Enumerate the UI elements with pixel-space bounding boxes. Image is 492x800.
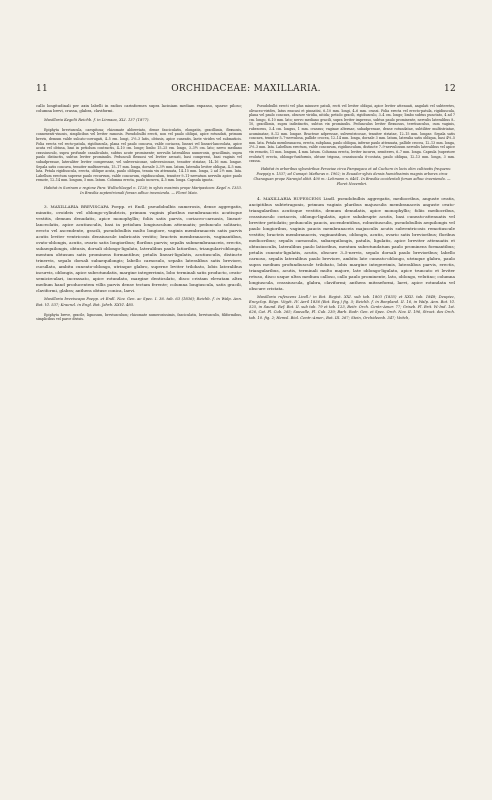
page-number-left: 11 <box>36 84 49 94</box>
page-number-right: 12 <box>443 84 456 94</box>
species-breviscapa-diagnosis: 3. MAXILLARIA BREVISCAPA Poepp. et Endl. pseudobulbis numerosis, dense aggregatis, minutis, ovoideis vel oblongo-cylindricis, primum vaginis pluribus membranaceis acutisque vestitis, demum denudatis, apice monophyllis; foliis satis parvis, coriaceo-carnosis, lineari-lanceolatis, apice acutiusculis, basi in petiolum longiusculum attenuatis; pedunculo solitario, erecto vel ascendente, gracili, pseudobulbis multo longiore, vaginis membranaceis satis parvis acutis leviter ventricosis densiuscule imbricatis vestito; bracteis membranaceis, vaginantibus, ovato-oblongis, acutis, ovario satis longioribus; floribus parvis; sepalis submembranaceis, erectis, subaequilongis, obtusis, dorsali oblongo-ligulato, lateralibus paulo latioribus, triangulari-oblongis, mentum obtusum satis prominens formantibus; petalis lineari-ligulatis, acutiusculis, distincte trinervis, sepalo dorsali subaequilongis; labello carnosulo, sepalis lateralibus satis breviore, cucullato, ambitu cuneato-oblongo, utrinque glabro, superne leviter trilobato, lobis lateralibus incurvis, oblongis, apice subrotundatis, margine integerrimis, lobo terminali satis producto, ovato-semicirculari, incrassato, apice rotundato, margine denticulato, disco cristam elevatam altra medium hand producentem villis parvis dense tectam ferente; columna longiuscula, satis gracili, claviformi, glabra; anthera obtuse conica, laevi. <box>36 204 242 294</box>
habitat-breviscapa: Habitat in arboribus sylvestribus Peruviae circa Pampayaco et ad Cuchero in locis olim cultivatis frequens: Poeppig n. 1537; ad Cumapi: Mathews n. 1902; in Ecuador sylvis densis humidissimis magnis arbores circa Chanaguan prope Naranjal alitit. 400 m.: Lehmann n. 6461. In Brasilia occidentali forsan adhuc invenienda. — Floret Novembri. <box>253 166 452 187</box>
running-title: ORCHIDACEAE: MAXILLARIA. <box>171 84 321 94</box>
right-column <box>249 104 455 744</box>
left-column <box>36 104 242 744</box>
description-breviscapa-cont: Pseudobulbi erecti vel plus minusve patuli, recti vel leviter obliqui, apice leviter attenuati, angulati vel subteretes, olivaceo-virides, latus enscasi et pinnatisi, 6–10 mm. longi, 4–6 mm. crassi. Folia erecta vel erecto-patula, rigidiuscula, plana vel paulo concava, obscure viridia, nitida; petiolo gracili, rigidiusculo, 3–4 cm. longo; limbo subtus punctato, 4 ad 7 cm. longo, 6–10 mm. lato; nervo mediano gracili, supra leviter impresso, subtus paulo prominente, nervulis lateralibus 8–10, gracillimis, supra indistinctis, subtus vix prominulis. Pedunculus leviter flexuosus, teretiusculus, cum vaginis, rubescens, 3–4 cm. longus, 1 mm. crassus; vaginae alternae, subadpressae, dense rotundatae, subtiliter multistriatae, acuminatae, 8–12 mm. longae. Bracteae adpressae, subventricosae, tenuiter striatae, 12–15 mm. longae. Sepala satis concava, tenuiter 5–7-nervulosa, pallide crocea, 12–14 mm. longa, dorsale 3 mm. latum, lateralia satis obliqua, basi 4½–5 mm. lata. Petala membranacea, erecta, subplana, paulo obliqua, inferne paulo attenuata, pallide crocea, 12–13 mm. longa, 2½–3 mm. lata. Labellum erectum, valde concavum, rigidiusculum, distincte 7–9-nervulosum nervulis lateralibus vel apice vix remotis, 11 mm. longum, 4 mm. latum. Columna erecta, leviter incurva, semiteres, 6–7 mm. longa. Capsula (superiore evoluta?) erecta, oblongo-fusiformis, obtuse trigona, crassiuscula 6-costata, paulo obliqua, 12–13 mm. longa, 3 mm. crassa. <box>249 104 455 164</box>
description-kegelii: Epiphyta breviuscula, caespitosa; rhizomate abbreviato, dense fasciculatis, elongatis, gracillimis, flexuosis, connexenti-vinosis, simplicibus vel leviter ramosis. Pseudobulbi erecti, non vel paulo obliqui, apice rotundati, primum brevis, demum valde sulcato-corrugati, 4–5 em. longi, 2½–3 latis, obtusis, apice cuneatis, laete virides vel submuticis. Folia erecta vel recto-patula, rigidiuscula, plana vel paulo concava, valde coriacea, lineari vel lineari-lanceolata, apice acuta vel obtusa, basi in petiolum contractis, 4–10 cm. longe; limbo 15–25 em. longo, 3–3½ cm. lato; nervo mediano crassiusculo, supra profunde canaliculato, subtus acute prominente; nervulis lateralibus numerosis, gracillimis, supra paulo distinctis, subtus leviter prominulis. Pedunculi flexuosi vel leviter arcuati, basi compressi, basi vaginis vel subadpressae, lateraliter leviter compressae, vel subvernicosae, subvernicosae, tenuiter striatae, 14–16 mm. longae. Sepala satis concava, tenuiter multinervata, 15–17 mm. longa, dorsale 3–3½ mm. latum, lateralia leviter obliqua, 4–5 mm. lata. Petala rigidiuscula, erecta, oblique acuta, paulo obliqua, tenuia vix attenuata, 14–15 mm. longa, 2 ad 2½ mm. lata. Labellum erectum superne paulo recurvum, valde concavum, rigidiusculum, tenuiter 9–11-nervatum nervulis apice paulo remote, 12–14 mm. longum, 5 mm. latum. Columna erecta, paulo incurva, 4–5 mm. longa. Capsula ignota. <box>36 127 242 183</box>
citation-rufescens: Maxillaria rufescens Lindl.! in Bot. Regist. XXI. sub tab. 1803 (1835) et XXII. tab. 1848; Deupiez, Encyclop. Régn. Végét. IV. Avril 1836 (Bot. Reg.) fig. 5; Reichb. f. in Bonpland. II. 16, in Walp. Ann. Bot. VI. 525, in Saund. Ref. Bot. II. sub tab. 79 et tab. 123, Beitr. Orch. Centr.-Amer. 77; Griseb. Fl. Brit. W.-Ind. 1st. 626, Cat. Pl. Cub. 265; Sauvalle, Fl. Cub. 230; Barb. Rodr. Gen. et Spec. Orch. Nov. II. 196, Struct. des Orch. tab. 10. fig. 2; Hemsl. Biol. Centr.-Amer., Bot. III. 267; Stein, Orchideenb. 347; Veitch, <box>249 294 455 320</box>
continued-paragraph: callo longitudinali per axin labelli in radios carinformes supra laciniam mediam expanso, sparse piloso; columna brevi, crassa, glabra, claviformi. <box>36 104 242 114</box>
running-header <box>36 84 456 98</box>
citation-kegelii: Maxillaria Kegelii Reichb. f. in Linnaea, XLI. 137 (1877). <box>44 117 150 122</box>
species-rufescens-diagnosis: 4. MAXILLARIA RUFESCENS Lindl. pseudobulbis aggregatis, mediocribus, anguste ovatis, ancipitibus subtetragonis, primum vaginis pluribus majusculis membranaceis anguste ovato-triangularibus acutisque vestitis, demum denudatis, apice monophyllis; foliis mediocribus, crassiusculo coriaceis, oblongo-ligulatis, apice subabrupte acutis, basi cuneato-attenuatis vel breviter petiolatis; pedunculis paucis, ascendentibus, robustiusculis, pseudobulbis aequilongis vel paulo longioribus, vaginis paucis membranaceis majusculis acutis subventricosis remotiuscule vestitis; bracteis membranaceis, vaginantibus, oblongis, acutis, ovario satis brevioribus; floribus mediocribus; sepalis carnosulis, subaequilongis, patulis, ligulatis, apice breviter attenuatis et obtusiusculis, lateralibus paulo latioribus, mentum subrotundatum paulo prominens formantibus; petalis cuneato-ligulatis, acutis, obscure 3–5-nervis, sepalo dorsali paulo brevioribus; labello carnoso, sepalis lateralibus paulo breviore, ambitu late cuneato-oblongo, utrinque glabro, paulo supra medium profundiuscule trilobato, lobis margine integerrimis, lateralibus parvis, erectis, triangularibus, acutis, terminali multo majore, late oblongo-ligulato, apice truncato et leviter retuso, disco usque ultra medium calloso, callo paulo prominente, lato, oblongo, velutino; columna longiuscula, crassiuscula, glabra, claviformi; anthera mitraeformi, laevi, apice rotundata vel obscure cristata. <box>249 195 455 291</box>
habitat-kegelii: Habitat in Surinam e regione Para: Wullschlaegel n. 1128; in sylvis maximis prope Maripastoon: Kegel n. 1353. In Brasilia septentrionali forsan adhuc invenienda. — Floret Maio. <box>44 185 242 196</box>
description-breviscapa-start: Epiphyta breve, gracile, lignosum, breviusculum; rhizomate numerosissimis, fasciculatis, breviusculis, filiformibus, simplicibus vel parce divisis. <box>36 312 242 322</box>
citation-breviscapa: Maxillaria breviscapa Poepp. et Endl. Nov. Gen. ac Spec. I. 36. tab. 63 (1836); Reichb. f. in Walp. Ann. Bot. VI. 537; Kraenzl. in Engl. Bot. Jahrb. XXVI. 485. <box>36 297 242 307</box>
